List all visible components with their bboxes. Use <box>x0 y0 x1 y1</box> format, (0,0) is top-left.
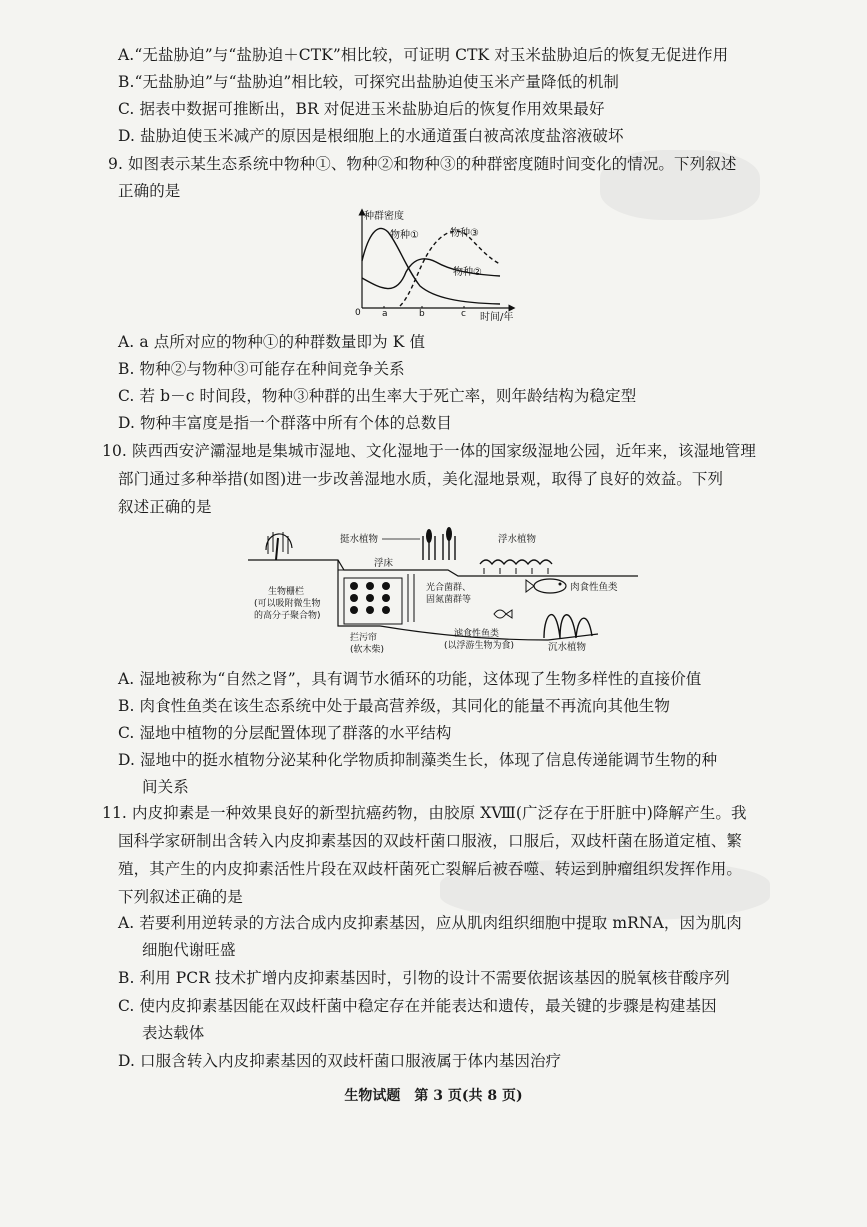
q11-option-d: D. 口服含转入内皮抑素基因的双歧杆菌口服液属于体内基因治疗 <box>118 1052 562 1070</box>
species-1-label: 物种① <box>390 230 419 241</box>
q10-option-c: C. 湿地中植物的分层配置体现了群落的水平结构 <box>118 724 452 742</box>
q10-option-b: B. 肉食性鱼类在该生态系统中处于最高营养级，其同化的能量不再流向其他生物 <box>118 697 670 715</box>
q11-option-a-line-1: A. 若要利用逆转录的方法合成内皮抑素基因，应从肌肉组织细胞中提取 mRNA，因为肌肉 <box>118 914 742 932</box>
label-submerged-plants: 沉水植物 <box>548 642 587 653</box>
origin-label: 0 <box>355 308 361 318</box>
carnivorous-fish-icon <box>526 579 566 593</box>
q11-option-a-line-2: 细胞代谢旺盛 <box>142 941 236 959</box>
label-bacteria-2: 固氮菌群等 <box>426 595 472 605</box>
tick-b: b <box>419 309 425 319</box>
label-trash-curtain: 拦污帘 <box>350 633 378 643</box>
q9-option-d: D. 物种丰富度是指一个群落中所有个体的总数目 <box>118 414 453 432</box>
q10-option-d-line-2: 间关系 <box>142 778 189 796</box>
tick-a: a <box>382 309 388 319</box>
q11-stem-line-3: 殖，其产生的内皮抑素活性片段在双歧杆菌死亡裂解后被吞噬、转运到肿瘤组织发挥作用。 <box>118 860 743 878</box>
q9-option-a: A. a 点所对应的物种①的种群数量即为 K 值 <box>118 333 426 351</box>
q8-option-a: A.“无盐胁迫”与“盐胁迫＋CTK”相比较，可证明 CTK 对玉米盐胁迫后的恢复无促进作用 <box>118 46 729 64</box>
willow-tree-icon <box>266 532 292 560</box>
species-2-label: 物种② <box>453 267 482 278</box>
label-floating-plants: 浮水植物 <box>498 534 537 545</box>
label-bio-fence-note-2: 的高分子聚合物) <box>254 611 321 621</box>
label-trash-curtain-note: (软木柴) <box>350 645 385 655</box>
label-filter-fish-note: (以浮游生物为食) <box>444 641 515 651</box>
q11-option-c-line-2: 表达载体 <box>142 1024 205 1042</box>
q11-option-b: B. 利用 PCR 技术扩增内皮抑素基因时，引物的设计不需要依据该基因的脱氧核苷酸序列 <box>118 969 730 987</box>
label-bio-fence-note-1: (可以吸附微生物 <box>254 599 321 609</box>
filter-fish-icon <box>494 610 512 618</box>
q11-stem-line-4: 下列叙述正确的是 <box>118 888 243 906</box>
bio-fence-icon <box>344 574 414 624</box>
tick-c: c <box>461 309 466 319</box>
q11-stem-line-2: 国科学家研制出含转入内皮抑素基因的双歧杆菌口服液，口服后，双歧杆菌在肠道定植、繁 <box>118 832 743 850</box>
floating-plant-icon <box>480 560 552 574</box>
q10-wetland-diagram <box>248 522 638 662</box>
wetland-bed <box>248 560 638 576</box>
page-footer: 生物试题 第 3 页(共 8 页) <box>344 1088 523 1104</box>
q9-population-chart <box>350 206 530 324</box>
q10-option-a: A. 湿地被称为“自然之肾”，具有调节水循环的功能，这体现了生物多样性的直接价值 <box>118 670 702 688</box>
emergent-plant-icon <box>423 527 455 560</box>
q10-stem-line-3: 叙述正确的是 <box>118 498 212 516</box>
label-carnivorous-fish: 肉食性鱼类 <box>570 582 618 593</box>
q11-option-c-line-1: C. 使内皮抑素基因能在双歧杆菌中稳定存在并能表达和遗传，最关键的步骤是构建基因 <box>118 997 717 1015</box>
label-bio-fence: 生物栅栏 <box>268 587 305 597</box>
q10-option-d-line-1: D. 湿地中的挺水植物分泌某种化学物质抑制藻类生长，体现了信息传递能调节生物的种 <box>118 751 718 769</box>
species-3-label: 物种③ <box>450 228 479 239</box>
q9-option-b: B. 物种②与物种③可能存在种间竞争关系 <box>118 360 405 378</box>
q8-option-b: B.“无盐胁迫”与“盐胁迫”相比较，可探究出盐胁迫使玉米产量降低的机制 <box>118 73 620 91</box>
q8-option-d: D. 盐胁迫使玉米减产的原因是根细胞上的水通道蛋白被高浓度盐溶液破坏 <box>118 127 624 145</box>
q9-stem-line-1: 9. 如图表示某生态系统中物种①、物种②和物种③的种群密度随时间变化的情况。下列叙述 <box>108 155 737 173</box>
q8-option-c: C. 据表中数据可推断出，BR 对促进玉米盐胁迫后的恢复作用效果最好 <box>118 100 605 118</box>
q10-stem-line-2: 部门通过多种举措(如图)进一步改善湿地水质，美化湿地景观，取得了良好的效益。下列 <box>118 470 724 488</box>
q10-stem-line-1: 10. 陕西西安浐灞湿地是集城市湿地、文化湿地于一体的国家级湿地公园，近年来，该湿地管理 <box>102 442 756 460</box>
q9-option-c: C. 若 b－c 时间段，物种③种群的出生率大于死亡率，则年龄结构为稳定型 <box>118 387 637 405</box>
label-float-bed: 浮床 <box>374 558 394 569</box>
submerged-plant-icon <box>544 615 592 638</box>
label-bacteria-1: 光合菌群、 <box>426 583 472 593</box>
label-filter-fish: 滤食性鱼类 <box>454 629 500 639</box>
y-axis-label: 种群密度 <box>364 211 404 222</box>
q9-stem-line-2: 正确的是 <box>118 182 181 200</box>
q11-stem-line-1: 11. 内皮抑素是一种效果良好的新型抗癌药物，由胶原 XⅧ(广泛存在于肝脏中)降解产生。我 <box>102 804 747 822</box>
label-emergent-plants: 挺水植物 <box>340 534 379 545</box>
x-axis-label: 时间/年 <box>480 312 514 323</box>
